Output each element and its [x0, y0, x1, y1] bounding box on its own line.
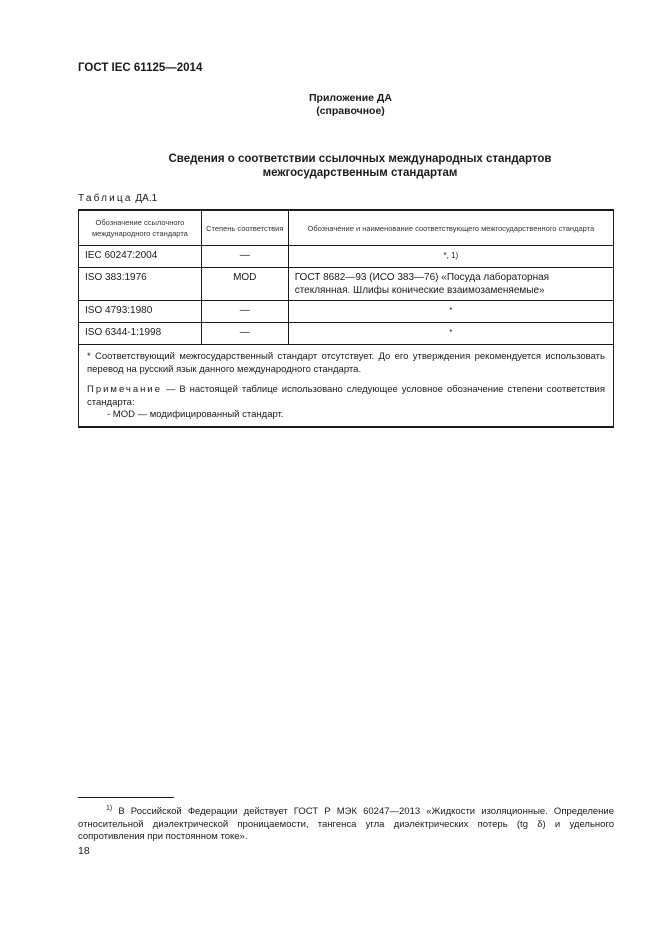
table-notes-row	[79, 345, 614, 427]
note-text: — В настоящей таблице использовано следующее условное обозначение степени соответствия стандарта:	[87, 384, 605, 408]
cell-standard: IEC 60247:2004	[79, 246, 202, 268]
header-national-standard: Обозначение и наименование соответствующего межгосударственного стандарта	[288, 210, 613, 246]
table-notes	[79, 345, 614, 427]
note-block	[87, 384, 605, 409]
cell-degree: —	[201, 323, 288, 345]
cell-national: *	[288, 323, 613, 345]
cell-degree: —	[201, 246, 288, 268]
cell-national: *	[288, 301, 613, 323]
cell-national: *, 1)	[288, 246, 613, 268]
note-item: - MOD — модифицированный стандарт.	[107, 409, 284, 420]
note-label: Примечание	[87, 384, 162, 395]
table-header-row	[79, 210, 614, 246]
table-row	[79, 246, 614, 268]
cell-degree: MOD	[201, 268, 288, 301]
document-code: ГОСТ IEC 61125—2014	[78, 62, 203, 74]
footnote-divider	[78, 797, 174, 798]
cell-standard: ISO 6344-1:1998	[79, 323, 202, 345]
table-row	[79, 301, 614, 323]
table-caption-number: ДА.1	[135, 193, 158, 204]
header-reference-standard: Обозначение ссылочного международного стандарта	[79, 210, 202, 246]
standards-table	[78, 209, 614, 428]
cell-national: ГОСТ 8682—93 (ИСО 383—76) «Посуда лабораторная стеклянная. Шлифы конические взаимозаменяемые»	[288, 268, 613, 301]
section-title-line-2: межгосударственным стандартам	[262, 167, 458, 179]
appendix-heading	[0, 92, 661, 118]
table-row	[79, 268, 614, 301]
cell-standard: ISO 4793:1980	[79, 301, 202, 323]
header-degree: Степень соответствия	[201, 210, 288, 246]
cell-standard: ISO 383:1976	[79, 268, 202, 301]
page-number: 18	[78, 845, 90, 857]
cell-degree: —	[201, 301, 288, 323]
footnote-text: В Российской Федерации действует ГОСТ Р МЭК 60247—2013 «Жидкости изоляционные. Определение относительной диэлектрической проницаемости, тангенса угла диэлектрических потерь (tg δ) и удельного сопротивления при постоянном токе».	[78, 806, 614, 843]
footnote	[78, 803, 614, 844]
table-caption	[78, 193, 157, 204]
table-row	[79, 323, 614, 345]
section-title	[60, 152, 660, 180]
footnote-marker: 1)	[106, 805, 113, 812]
appendix-title: Приложение ДА	[309, 92, 392, 104]
appendix-subtitle: (справочное)	[316, 105, 385, 117]
table-caption-prefix: Таблица	[78, 193, 133, 204]
section-title-line-1: Сведения о соответствии ссылочных международных стандартов	[168, 153, 552, 165]
note-star: * Соответствующий межгосударственный стандарт отсутствует. До его утверждения рекомендуется использовать перевод на русский язык данного международного стандарта.	[87, 351, 605, 375]
